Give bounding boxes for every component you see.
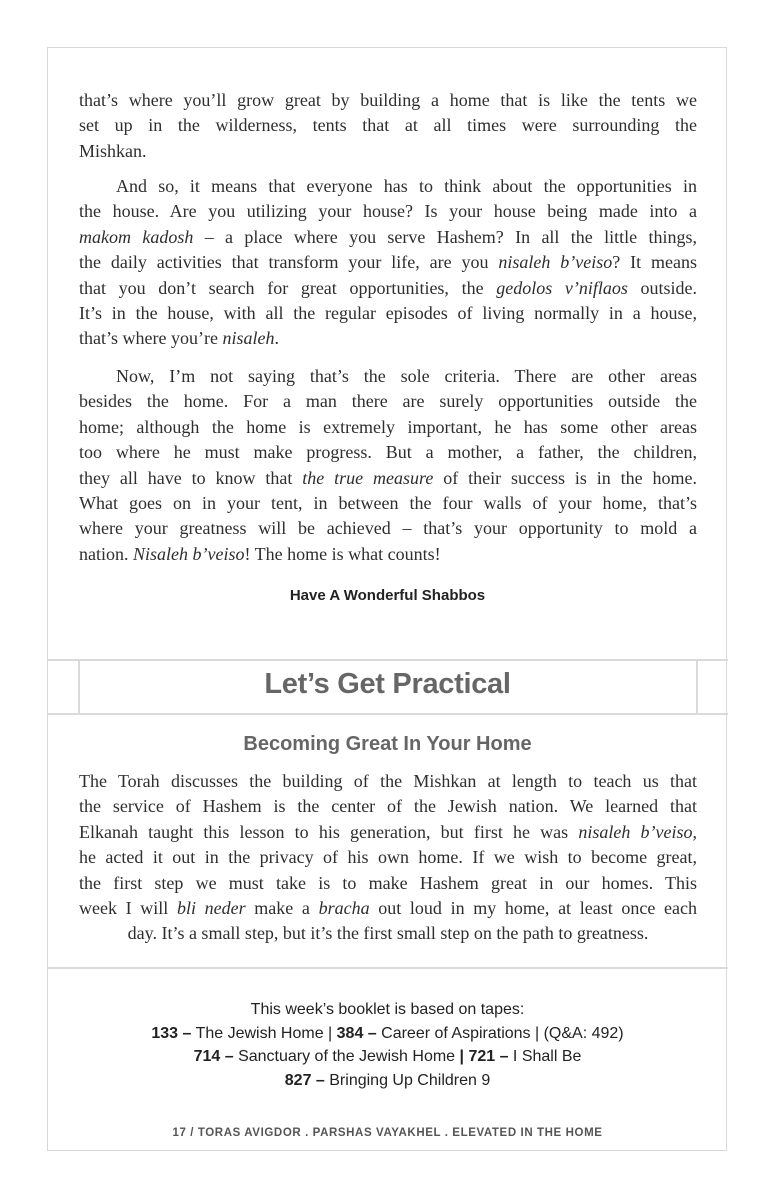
section-subtitle: Becoming Great In Your Home bbox=[243, 733, 532, 755]
tape-number: | 721 – bbox=[459, 1048, 509, 1066]
text-line bbox=[79, 896, 697, 921]
text-line bbox=[79, 871, 697, 896]
text-line bbox=[79, 364, 697, 389]
paragraph bbox=[79, 364, 697, 567]
tape-title: The Jewish Home | bbox=[191, 1024, 337, 1042]
text-segment: set up in the wilderness, tents that at all times were surrounding the bbox=[79, 115, 697, 136]
text-line bbox=[79, 921, 697, 946]
italic-term: gedolos v’niflaos bbox=[496, 277, 628, 298]
text-segment: that you don’t search for great opportunities, the bbox=[79, 277, 497, 298]
divider bbox=[47, 967, 728, 969]
text-line bbox=[79, 542, 697, 567]
tapes-intro: This week’s booklet is based on tapes: bbox=[250, 1001, 525, 1018]
tape-number: 714 – bbox=[193, 1048, 234, 1066]
italic-term: nisaleh b’veiso bbox=[498, 252, 613, 273]
text-segment: – a place where you serve Hashem? In all the little things, bbox=[193, 226, 697, 247]
text-segment: And so, it means that everyone has to think about the opportunities in bbox=[116, 176, 697, 196]
tape-number: 133 – bbox=[151, 1024, 192, 1042]
text-line bbox=[79, 225, 697, 250]
text-segment: . bbox=[274, 328, 279, 349]
text-segment: Mishkan. bbox=[79, 140, 147, 161]
italic-term: bracha bbox=[318, 897, 370, 918]
text-line bbox=[79, 491, 697, 516]
italic-term: Nisaleh b’veiso bbox=[133, 543, 245, 564]
text-segment: ? It means bbox=[612, 252, 697, 273]
text-segment: Now, I’m not saying that’s the sole criteria. There are other areas bbox=[116, 366, 697, 386]
text-line bbox=[79, 820, 697, 845]
text-segment: the daily activities that transform your life, are you bbox=[79, 252, 499, 273]
text-line bbox=[79, 174, 697, 199]
tapes-list bbox=[47, 998, 728, 1093]
text-line bbox=[79, 415, 697, 440]
text-segment: out loud in my home, at least once each bbox=[369, 897, 697, 918]
tape-line bbox=[47, 1022, 728, 1046]
italic-term: the true measure bbox=[302, 467, 434, 488]
paragraph bbox=[79, 88, 697, 164]
text-segment: It’s in the house, with all the regular episodes of living normally in a house, bbox=[79, 302, 697, 323]
tape-title: I Shall Be bbox=[508, 1048, 582, 1066]
text-segment: the house. Are you utilizing your house? Is your house being made into a bbox=[79, 201, 697, 222]
text-line bbox=[79, 199, 697, 224]
tape-title: Sanctuary of the Jewish Home bbox=[233, 1048, 460, 1066]
italic-term: nisaleh bbox=[222, 328, 275, 349]
text-line bbox=[79, 516, 697, 541]
text-segment: make a bbox=[245, 897, 319, 918]
text-line bbox=[79, 794, 697, 819]
sign-off: Have A Wonderful Shabbos bbox=[289, 587, 486, 604]
text-segment: he acted it out in the privacy of his own home. If we wish to become great, bbox=[79, 847, 697, 868]
tape-line bbox=[47, 1069, 728, 1093]
text-segment: too where he must make progress. But a mother, a father, the children, bbox=[79, 442, 697, 463]
tape-number: 827 – bbox=[284, 1072, 325, 1090]
tape-line bbox=[47, 1045, 728, 1069]
text-segment: besides the home. For a man there are surely opportunities outside the bbox=[79, 391, 697, 412]
tape-title: Career of Aspirations | (Q&A: 492) bbox=[376, 1024, 624, 1042]
text-segment: the first step we must take is to make Hashem great in our homes. This bbox=[79, 872, 697, 893]
text-segment: that’s where you’ll grow great by building a home that is like the tents we bbox=[79, 90, 697, 110]
text-segment: outside. bbox=[627, 277, 697, 298]
tape-title: Bringing Up Children 9 bbox=[324, 1072, 491, 1090]
text-segment: , bbox=[692, 821, 697, 842]
text-segment: of their success is in the home. bbox=[433, 467, 697, 488]
section-title: Let’s Get Practical bbox=[264, 668, 511, 700]
text-segment: week I will bbox=[79, 897, 177, 918]
italic-term: nisaleh b’veiso bbox=[578, 821, 693, 842]
text-line bbox=[79, 88, 697, 113]
text-line bbox=[79, 466, 697, 491]
practical-paragraph bbox=[79, 769, 697, 947]
text-line bbox=[79, 326, 697, 351]
text-line bbox=[79, 389, 697, 414]
italic-term: bli neder bbox=[176, 897, 246, 918]
paragraph bbox=[79, 174, 697, 352]
italic-term: makom kadosh bbox=[79, 226, 194, 247]
tape-number: 384 – bbox=[336, 1024, 377, 1042]
text-line bbox=[79, 250, 697, 275]
text-segment: the service of Hashem is the center of the Jewish nation. We learned that bbox=[79, 796, 697, 817]
divider bbox=[47, 659, 728, 661]
text-segment: they all have to know that bbox=[79, 467, 303, 488]
divider bbox=[47, 713, 728, 715]
text-segment: home; although the home is extremely important, he has some other areas bbox=[79, 416, 697, 437]
text-segment: that’s where you’re bbox=[79, 328, 223, 349]
text-line bbox=[79, 139, 697, 164]
text-line bbox=[79, 845, 697, 870]
text-segment: where your greatness will be achieved – that’s your opportunity to mold a bbox=[79, 518, 697, 539]
text-line bbox=[79, 440, 697, 465]
text-segment: What goes on in your tent, in between the four walls of your home, that’s bbox=[79, 492, 697, 513]
text-line bbox=[79, 113, 697, 138]
text-segment: day. It’s a small step, but it’s the first small step on the path to greatness. bbox=[127, 923, 649, 944]
page-footer: 17 / TORAS AVIGDOR . PARSHAS VAYAKHEL . ELEVATED IN THE HOME bbox=[172, 1127, 603, 1139]
text-segment: ! The home is what counts! bbox=[244, 543, 441, 564]
text-segment: The Torah discusses the building of the Mishkan at length to teach us that bbox=[79, 771, 697, 791]
text-segment: nation. bbox=[79, 543, 133, 564]
text-line bbox=[79, 301, 697, 326]
text-line bbox=[79, 769, 697, 794]
text-line bbox=[79, 276, 697, 301]
text-segment: Elkanah taught this lesson to his generation, but first he was bbox=[79, 821, 579, 842]
